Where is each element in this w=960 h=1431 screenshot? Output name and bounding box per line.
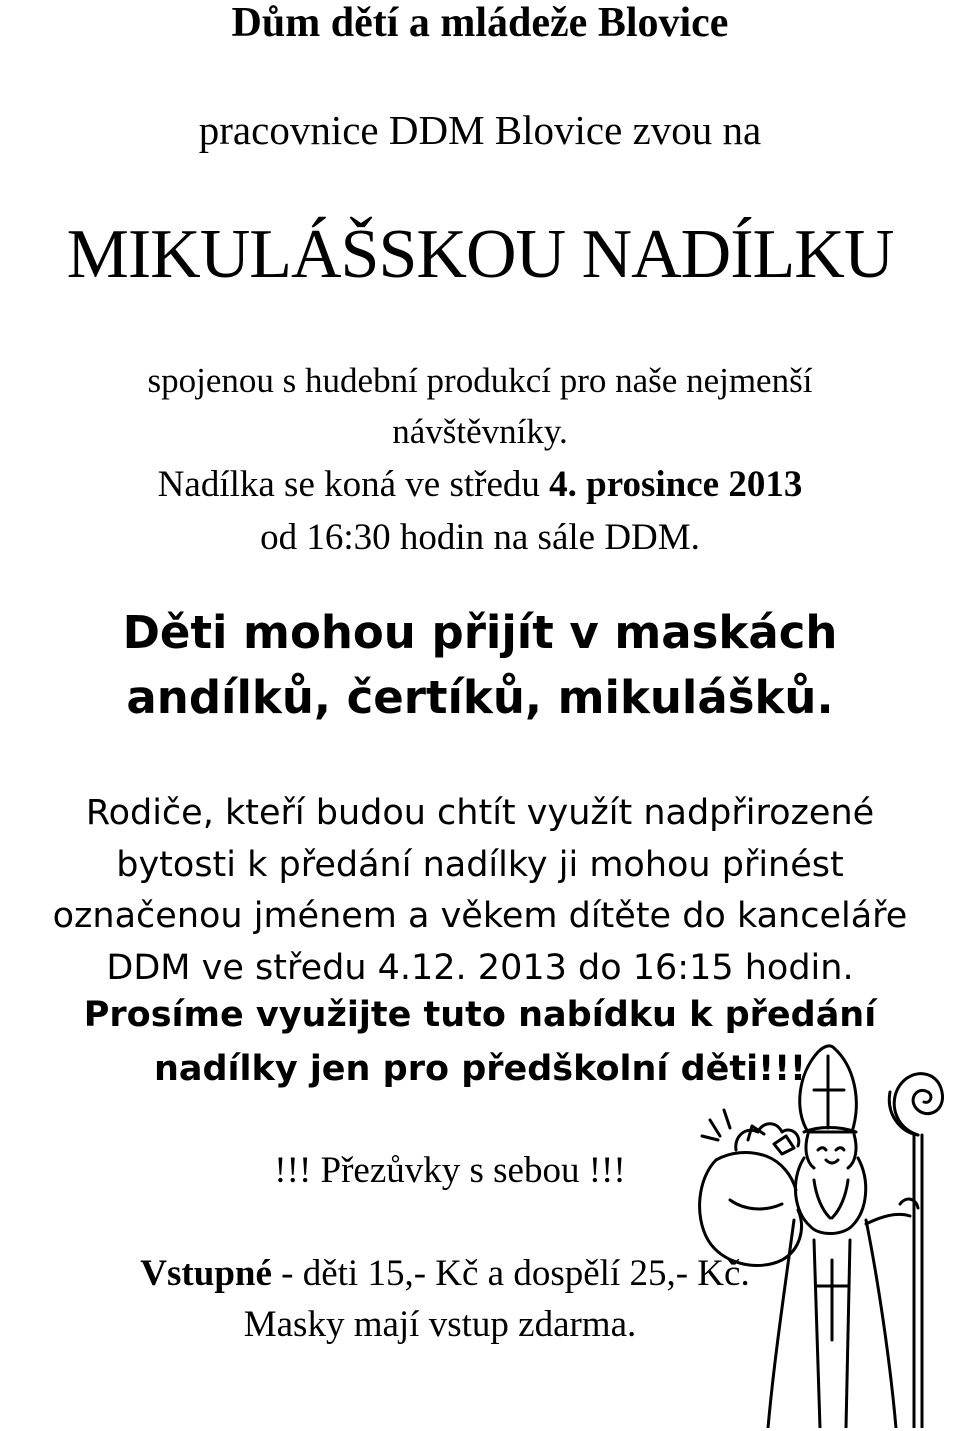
robe-icon: [768, 1199, 918, 1428]
organization-title: Dům dětí a mládeže Blovice: [231, 0, 729, 46]
parents-line-1: Rodiče, kteří budou chtít využít nadpřirozené: [85, 793, 875, 833]
please-line-1: Prosíme využijte tuto nabídku k předání: [83, 995, 877, 1035]
description-line-2: návštěvníky.: [392, 412, 568, 451]
date-bold: 4. prosince 2013: [549, 464, 803, 505]
date-prefix: Nadílka se koná ve středu: [157, 464, 550, 505]
invite-line: pracovnice DDM Blovice zvou na: [198, 107, 762, 153]
masks-free-line: Masky mají vstup zdarma.: [243, 1304, 637, 1345]
time-line: od 16:30 hodin na sále DDM.: [260, 517, 700, 558]
date-line: [0, 466, 960, 503]
entry-fee-amounts: - děti 15,- Kč a dospělí 25,- Kč.: [271, 1253, 750, 1294]
gift-sack-icon: [700, 1110, 802, 1266]
face-icon: [795, 1134, 865, 1234]
parents-line-4: DDM ve středu 4.12. 2013 do 16:15 hodin.: [106, 948, 854, 988]
entry-fee-label: Vstupné: [140, 1253, 272, 1294]
parents-line-2: bytosti k předání nadílky ji mohou přinést: [116, 845, 844, 885]
slippers-note: !!! Přezůvky s sebou !!!: [274, 1150, 626, 1191]
costume-line-2: andílků, čertíků, mikulášků.: [126, 671, 834, 724]
parents-line-3: označenou jménem a věkem dítěte do kanceláře: [52, 896, 908, 936]
event-title: MIKULÁŠSKOU NADÍLKU: [66, 216, 894, 293]
mitre-icon: [800, 1046, 857, 1132]
saint-nicholas-icon: [690, 1040, 952, 1428]
costume-line-1: Děti mohou přijít v maskách: [122, 606, 838, 659]
crozier-icon: [889, 1074, 942, 1428]
description-line-1: spojenou s hudební produkcí pro naše nejmenší: [147, 361, 813, 400]
please-line-2: nadílky jen pro předškolní děti!!!: [153, 1049, 807, 1089]
